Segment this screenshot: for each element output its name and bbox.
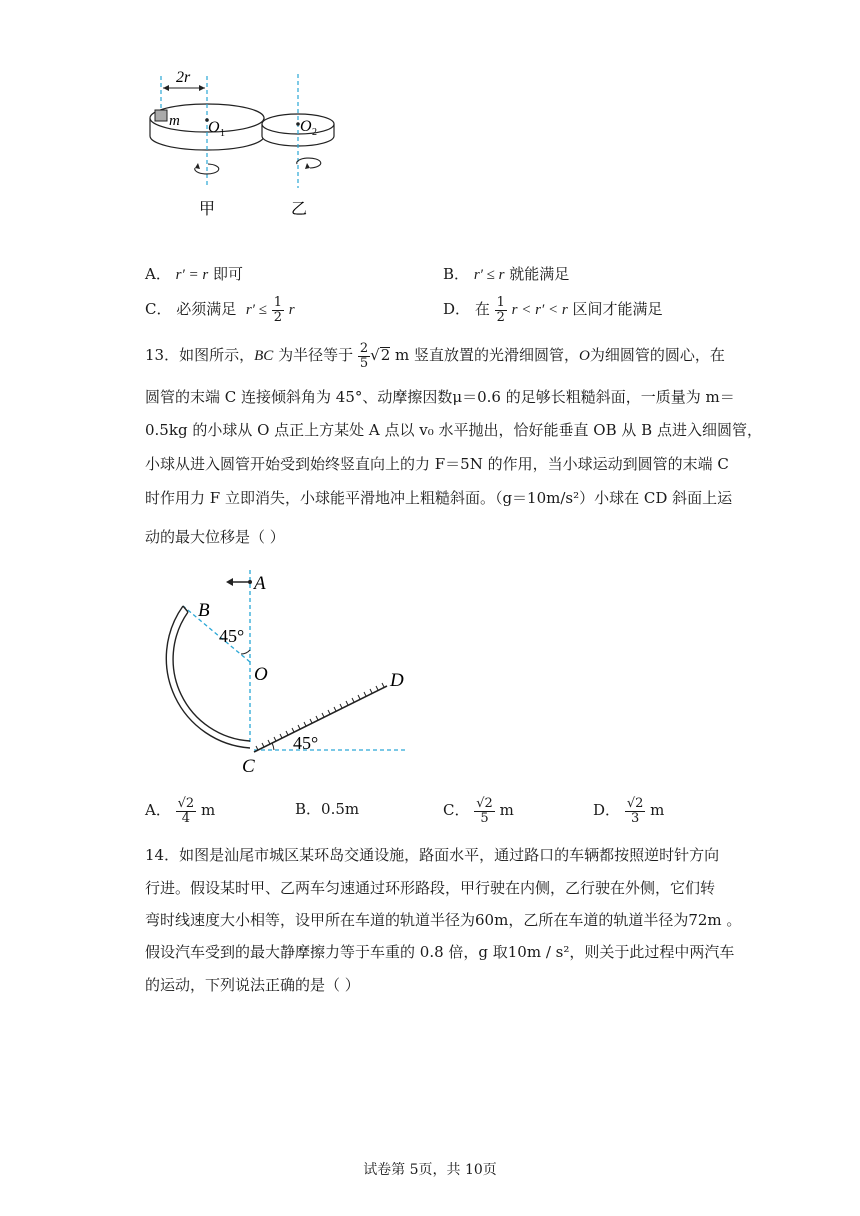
q12-option-d: D． 在 $\frac{1}{2}$ r < r′ < r 区间才能满足 [443,295,663,325]
caption-jia: 甲 [199,201,216,218]
q12-option-b: B． r′ ≤ r 就能满足 [443,265,570,283]
label-o1: O [208,119,220,136]
q13-option-a: A． $\frac{√2}{4}$ m [145,796,216,826]
label-c: C [242,756,255,777]
label-angle-bottom: 45° [293,733,319,753]
svg-text:1: 1 [220,128,225,139]
svg-text:2: 2 [312,127,317,138]
q13-line-6: 动的最大位移是（ ） [145,528,285,546]
figure-tube-incline [150,562,420,782]
label-m: m [169,113,180,129]
block-m [155,110,167,121]
label-d: D [390,670,404,691]
label-a: A [254,573,266,594]
q13-line-5: 时作用力 F 立即消失，小球能平滑地冲上粗糙斜面。（g＝10m/s²）小球在 CD 斜面上运 [145,489,733,507]
q14-line-3: 弯时线速度大小相等，设甲所在车道的轨道半径为60m，乙所在车道的轨道半径为72m 。 [145,911,742,929]
label-o2: O [300,118,312,135]
page-footer: 试卷第 5页，共 10页 [363,1162,497,1178]
label-b: B [198,600,210,621]
q13-line-2: 圆管的末端 C 连接倾斜角为 45°、动摩擦因数μ＝0.6 的足够长粗糙斜面，一质量为 m＝ [145,388,735,406]
q14-line-4: 假设汽车受到的最大静摩擦力等于车重的 0.8 倍，g 取10m / s²，则关于此过程中两汽车 [145,943,735,961]
q12-option-c: C． 必须满足 r′ ≤ $\frac{1}{2}$ r [145,295,295,325]
label-angle-top: 45° [219,626,245,646]
figure-disks [140,68,380,218]
q14-line-5: 的运动，下列说法正确的是（ ） [145,976,360,994]
angle-arc-bottom [272,743,274,750]
q13-line-1: 13．如图所示，BC 为半径等于 $\frac{2}{5}$ √2 m 竖直放置的光滑细圆管，O为细圆管的圆心，在 [145,341,725,371]
q13-option-b: B．0.5m [295,800,360,818]
q13-option-c: C． $\frac{√2}{5}$ m [443,796,514,826]
label-2r: 2r [176,69,191,86]
incline-hatching [256,683,384,750]
incline-cd [254,686,387,752]
q13-line-4: 小球从进入圆管开始受到始终竖直向上的力 F＝5N 的作用，当小球运动到圆管的末端 C [145,455,729,473]
q14-line-2: 行进。假设某时甲、乙两车匀速通过环形路段，甲行驶在内侧，乙行驶在外侧，它们转 [145,879,716,897]
angle-arc-top [241,650,250,654]
q13-line-3: 0.5kg 的小球从 O 点正上方某处 A 点以 v₀ 水平抛出，恰好能垂直 OB 从 B 点进入细圆管， [145,421,762,439]
q14-line-1: 14．如图是汕尾市城区某环岛交通设施，路面水平，通过路口的车辆都按照逆时针方向 [145,846,720,864]
q12-option-a: A． r′ = r 即可 [145,265,243,283]
q13-option-d: D． $\frac{√2}{3}$ m [593,796,665,826]
label-o: O [254,664,268,685]
caption-yi: 乙 [291,201,308,218]
